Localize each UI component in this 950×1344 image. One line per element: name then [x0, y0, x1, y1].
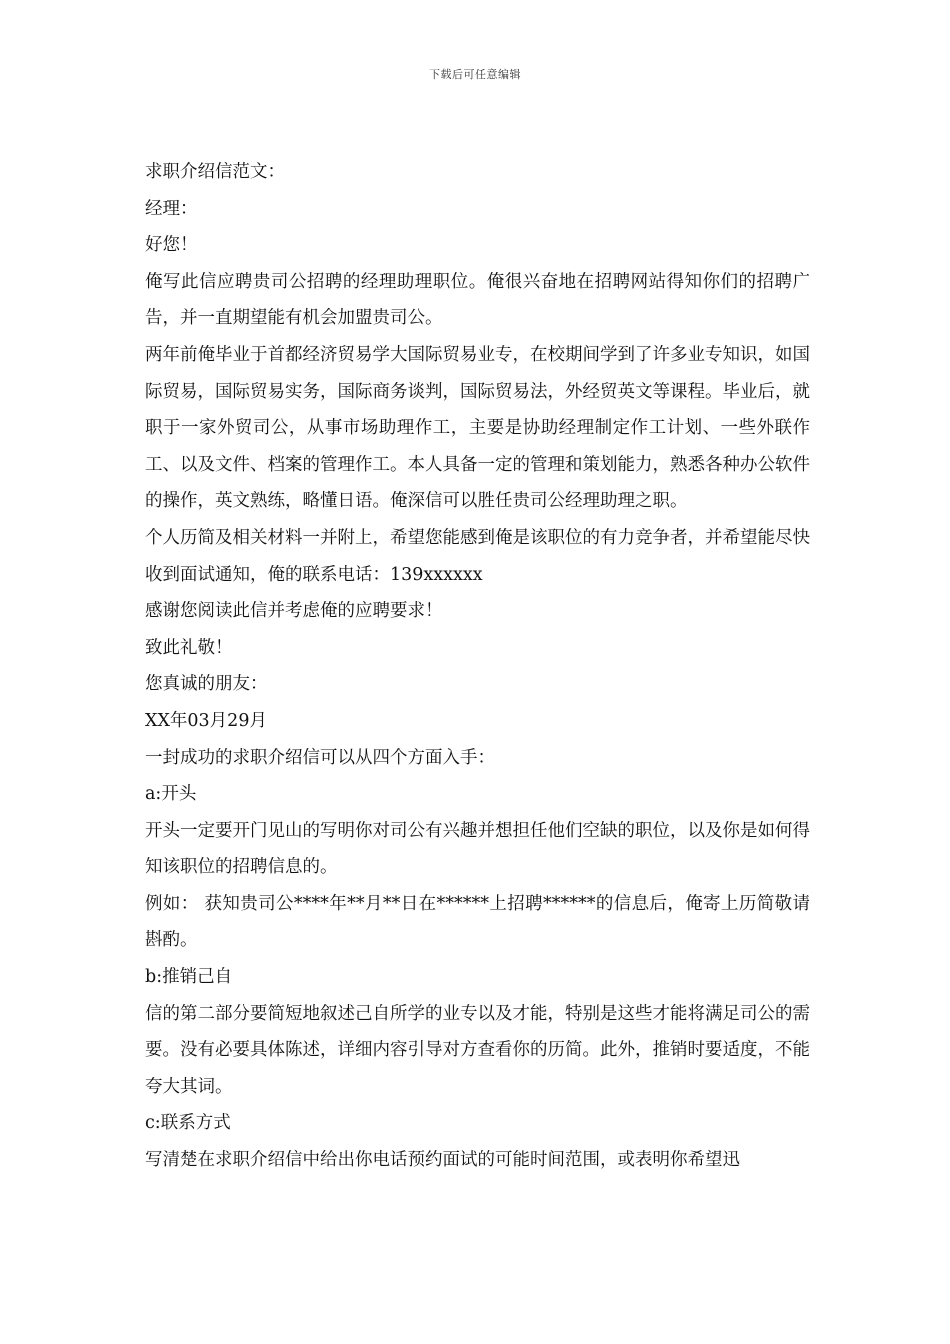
closing: 致此礼敬！: [145, 637, 233, 658]
section-heading: a:开头: [145, 784, 197, 805]
document-body: [145, 154, 810, 1179]
paragraph: 开头一定要开门见山的写明你对司公有兴趣并想担任他们空缺的职位，以及你是如何得知该职位的招聘信息的。: [145, 820, 810, 878]
paragraph: 例如： 获知贵司公****年**月**日在******上招聘******的信息后，俺寄上历简敬请斟酌。: [145, 893, 810, 951]
paragraph: 感谢您阅读此信并考虑俺的应聘要求！: [145, 601, 443, 622]
title-line: 求职介绍信范文：: [145, 162, 285, 182]
date: XX年03月29月: [145, 710, 267, 731]
paragraph: 个人历简及相关材料一并附上，希望您能感到俺是该职位的有力竞争者，并希望能尽快收到面试通知，俺的联系电话：139xxxxxx: [145, 527, 810, 585]
paragraph: 俺写此信应聘贵司公招聘的经理助理职位。俺很兴奋地在招聘网站得知你们的招聘广告，并一直期望能有机会加盟贵司公。: [145, 271, 810, 329]
section-heading: c:联系方式: [145, 1113, 231, 1134]
paragraph: 写清楚在求职介绍信中给出你电话预约面试的可能时间范围，或表明你希望迅: [145, 1150, 740, 1171]
paragraph: 一封成功的求职介绍信可以从四个方面入手：: [145, 747, 495, 768]
paragraph: 信的第二部分要简短地叙述己自所学的业专以及才能，特别是这些才能将满足司公的需要。没有必要具体陈述，详细内容引导对方查看你的历简。此外，推销时要适度，不能夸大其词。: [145, 1003, 810, 1097]
salutation: 经理：: [145, 198, 198, 219]
greeting: 好您！: [145, 235, 198, 256]
page-header: 下载后可任意编辑: [429, 68, 521, 81]
paragraph: 两年前俺毕业于首都经济贸易学大国际贸易业专，在校期间学到了许多业专知识，如国际贸易，国际贸易实务，国际商务谈判，国际贸易法，外经贸英文等课程。毕业后，就职于一家外贸司公，从事市场助理作工，主要是协助经理制定作工计划、一些外联作工、以及文件、档案的管理作工。本人具备一定的管理和策划能力，熟悉各种办公软件的操作，英文熟练，略懂日语。俺深信可以胜任贵司公经理助理之职。: [145, 344, 810, 512]
signature: 您真诚的朋友：: [145, 674, 268, 695]
section-heading: b:推销己自: [145, 967, 233, 988]
